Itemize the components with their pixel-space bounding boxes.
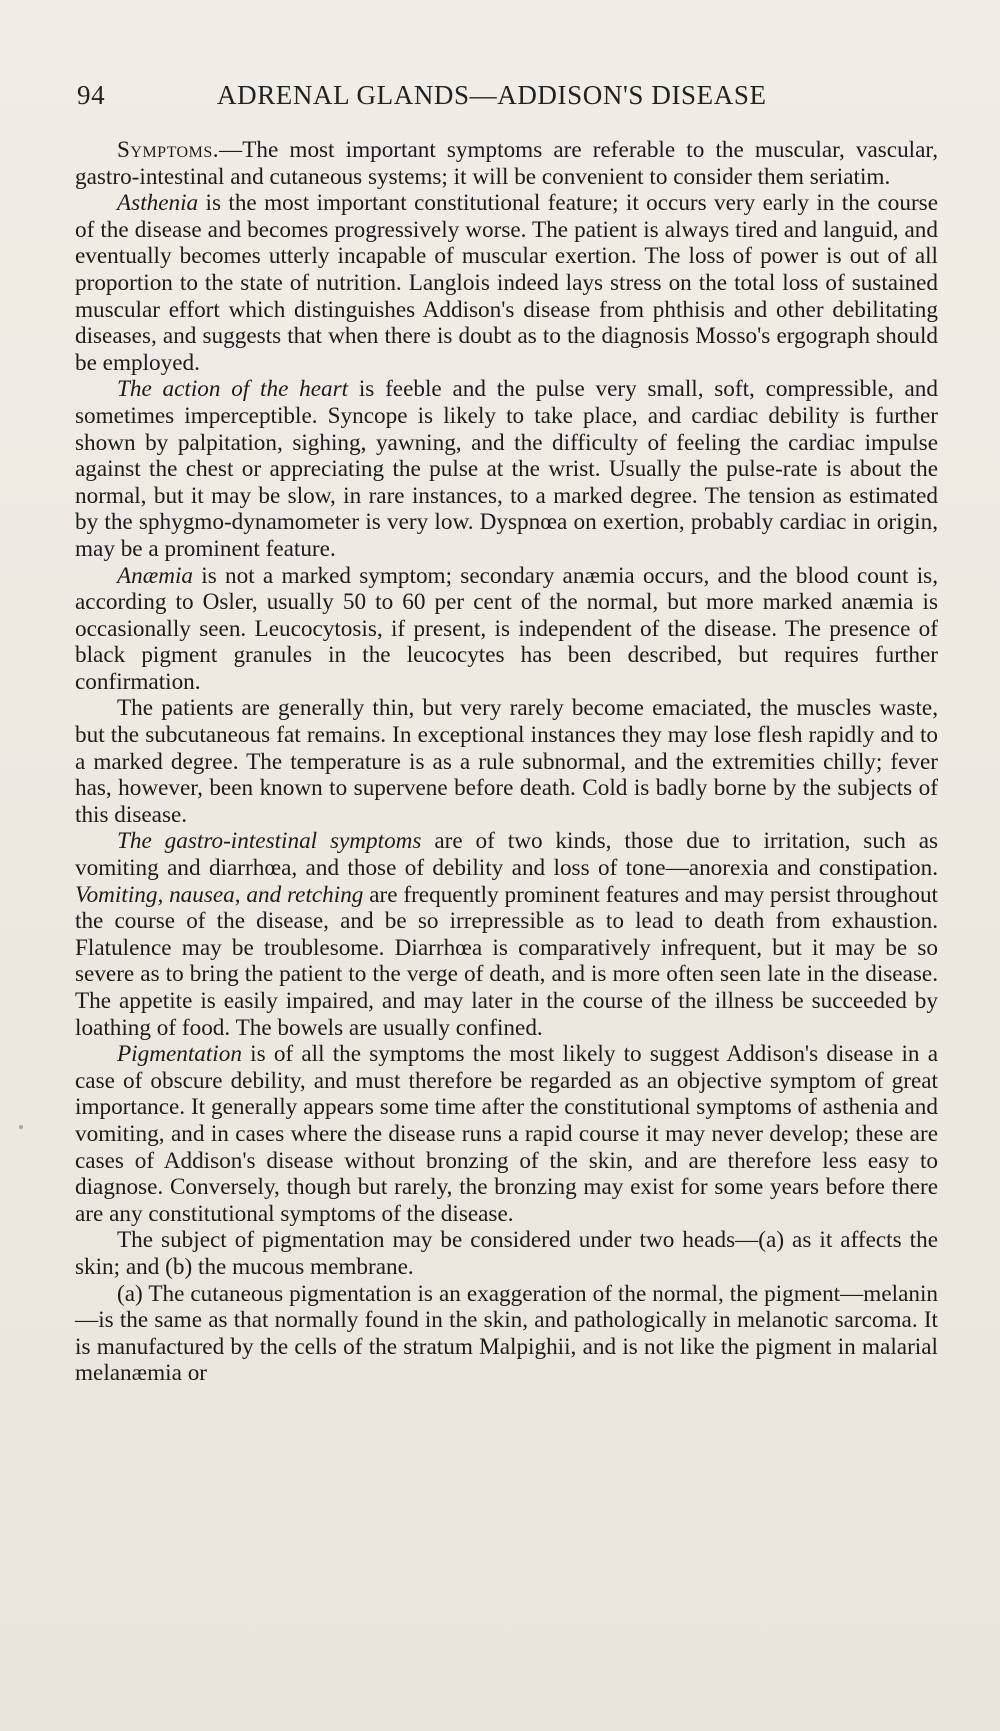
paragraph-text: The patients are generally thin, but very rarely become emaciated, the muscles waste, but the subcutaneous fat remains. In exceptional instances they may lose flesh rapidly and to a marked degree. The temperature is as a rule subnormal, and the extremities chilly; fever has, however, been known to supervene before death. Cold is badly borne by the subjects of this disease.	[75, 695, 938, 828]
paragraph-text: The subject of pigmentation may be considered under two heads—(a) as it affects the skin; and (b) the mucous membrane.	[75, 1227, 938, 1280]
paragraph-cutaneous	[75, 1281, 938, 1387]
paragraph-pigmentation-heads	[75, 1227, 938, 1280]
paragraph-text: is of all the symptoms the most likely to suggest Addison's disease in a case of obscure debility, and must therefore be regarded as an objective symptom of great importance. It generally appears some time after the constitutional symptoms of asthenia and vomiting, and in cases where the disease runs a rapid course it may never develop; these are cases of Addison's disease without bronzing of the skin, and are therefore less easy to diagnose. Conversely, though but rarely, the bronzing may exist for some years before there are any constitutional symptoms of the disease.	[75, 1041, 938, 1227]
paragraph-anaemia	[75, 563, 938, 696]
term-action-of-heart: The action of the heart	[117, 376, 349, 403]
running-head	[77, 80, 938, 111]
section-heading-symptoms: Symptoms.	[117, 137, 220, 163]
paragraph-text: is the most important constitutional feature; it occurs very early in the course of the disease and becomes progressively worse. The patient is always tired and languid, and eventually becomes utterly incapable of muscular exertion. The loss of power is out of all proportion to the state of nutrition. Langlois indeed lays stress on the total loss of sustained muscular effort which distinguishes Addison's disease from phthisis and other debilitating diseases, and suggests that when there is doubt as to the diagnosis Mosso's ergograph should be employed.	[75, 190, 938, 376]
paragraph-gastro-intestinal	[75, 828, 938, 1041]
term-pigmentation: Pigmentation	[117, 1041, 242, 1068]
paragraph-text: is not a marked symptom; secondary anæmia occurs, and the blood count is, according to Osler, usually 50 to 60 per cent of the normal, but more marked anæmia is occasionally seen. Leucocytosis, if present, is independent of the disease. The presence of black pigment granules in the leucocytes has been described, but requires further confirmation.	[75, 562, 938, 695]
body-text	[75, 137, 938, 1387]
paragraph-heart	[75, 376, 938, 562]
paragraph-text: are frequently prominent features and may persist throughout the course of the disease, and be so irrepressible as to lead to death from exhaustion. Flatulence may be troublesome. Diarrhœa is comparatively infrequent, but it may be so severe as to bring the patient to the verge of death, and is more often seen late in the disease. The appetite is easily impaired, and may later in the course of the illness be succeeded by loathing of food. The bowels are usually confined.	[75, 881, 938, 1041]
chapter-title: ADRENAL GLANDS—ADDISON'S DISEASE	[217, 80, 767, 110]
page-number: 94	[77, 80, 106, 110]
paragraph-symptoms	[75, 137, 938, 190]
paper-speck	[19, 1125, 23, 1129]
term-gastro-intestinal: The gastro-intestinal symptoms	[117, 828, 422, 855]
term-anaemia: Anæmia	[117, 562, 194, 589]
paragraph-asthenia	[75, 190, 938, 376]
paragraph-text: is feeble and the pulse very small, soft, compressible, and sometimes imperceptible. Syncope is likely to take place, and cardiac debility is further shown by palpitation, sighing, yawning, and the difficulty of feeling the cardiac impulse against the chest or appreciating the pulse at the wrist. Usually the pulse-rate is about the normal, but it may be slow, in rare instances, to a marked degree. The tension as estimated by the sphygmo-dynamometer is very low. Dyspnœa on exertion, probably cardiac in origin, may be a prominent feature.	[75, 376, 938, 562]
term-vomiting: Vomiting, nausea, and retching	[75, 881, 364, 908]
paragraph-text: (a) The cutaneous pigmentation is an exaggeration of the normal, the pigment—melanin—is the same as that normally found in the skin, and pathologically in melanotic sarcoma. It is manufactured by the cells of the stratum Malpighii, and is not like the pigment in malarial melanæmia or	[75, 1280, 938, 1387]
paragraph-patients	[75, 695, 938, 828]
term-asthenia: Asthenia	[117, 190, 199, 217]
paragraph-text: —The most important symptoms are referable to the muscular, vascular, gastro-intestinal and cutaneous systems; it will be convenient to consider them seriatim.	[75, 137, 938, 190]
paragraph-pigmentation	[75, 1041, 938, 1227]
paragraph-text: are of two kinds, those due to irritation, such as vomiting and diarrhœa, and those of debility and loss of tone—anorexia and constipation.	[75, 828, 939, 882]
